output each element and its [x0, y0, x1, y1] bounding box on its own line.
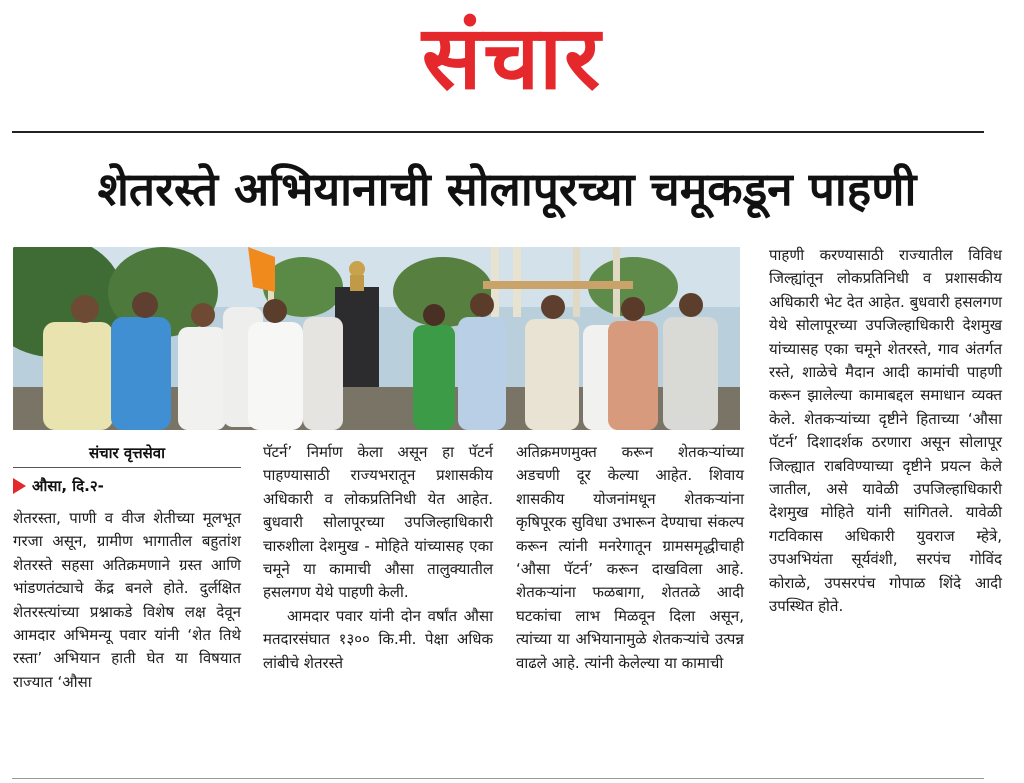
- article-paragraph: अतिक्रमणमुक्त करून शेतकऱ्यांच्या अडचणी दूर केल्या आहेत. शिवाय शासकीय योजनांमधून शेतकऱ्यांना कृषिपूरक सुविधा उभारून देण्याचा संकल्प करून त्यांनी मनरेगातून ग्रामसमृद्धीचाही ‘औसा पॅटर्न’ करून दाखविला आहे. शेतकऱ्यांना फळबागा, शेततळे आदी घटकांचा लाभ मिळवून दिला असून, त्यांच्या या अभियानामुळे शेतकऱ्यांचे उत्पन्न वाढले आहे. त्यांनी केलेल्या या कामाची: [516, 443, 744, 672]
- article-paragraph: आमदार पवार यांनी दोन वर्षांत औसा मतदारसंघात १३०० कि.मी. पेक्षा अधिक लांबीचे शेतरस्ते: [263, 606, 493, 672]
- article-photo: [13, 247, 740, 430]
- article-column-1: [13, 507, 241, 694]
- article-column-4: [769, 244, 1002, 619]
- article-column-2: [263, 441, 493, 675]
- footer-divider: [12, 778, 984, 779]
- article-paragraph: पाहणी करण्यासाठी राज्यातील विविध जिल्ह्यांतून लोकप्रतिनिधी व प्रशासकीय अधिकारी भेट देत आहेत. बुधवारी हसलगण येथे सोलापूरच्या उपजिल्हाधिकारी देशमुख यांच्यासह एका चमूने शेतरस्ते, गाव अंतर्गत रस्ते, शाळेचे मैदान आदी कामांची पाहणी करून झालेल्या कामाबद्दल समाधान व्यक्त केले. शेतकऱ्यांच्या दृष्टीने हिताच्या ‘औसा पॅटर्न’ दिशादर्शक ठरणारा असून सोलापूर जिल्ह्यात राबविण्याच्या दृष्टीने प्रयत्न केले जातील, असे यावेळी उपजिल्हाधिकारी देशमुख मोहिते यांनी सांगितले. यावेळी गटविकास अधिकारी युवराज म्हेत्रे, उपअभियंता सूर्यवंशी, सरपंच गोविंद कोराळे, उपसरपंच गोपाळ शिंदे आदी उपस्थित होते.: [769, 246, 1002, 616]
- dateline: [13, 474, 241, 498]
- article-paragraph: पॅटर्न’ निर्माण केला असून हा पॅटर्न पाहण्यासाठी राज्यभरातून प्रशासकीय अधिकारी व लोकप्रतिनिधी येत आहेत. बुधवारी सोलापूरच्या उपजिल्हाधिकारी चारुशीला देशमुख - मोहिते यांच्यासह एका चमूने या कामाची औसा तालुक्यातील हसलगण येथे पाहणी केली.: [263, 443, 493, 602]
- article-headline: शेतरस्ते अभियानाची सोलापूरच्या चमूकडून पाहणी: [97, 162, 917, 216]
- masthead-divider: [12, 131, 984, 133]
- dateline-text: औसा, दि.२-: [32, 477, 104, 495]
- news-service-credit: संचार वृत्तसेवा: [89, 444, 165, 462]
- masthead-logo: संचार: [421, 6, 603, 109]
- red-triangle-icon: [13, 478, 26, 494]
- byline-divider: [13, 467, 241, 468]
- article-column-3: [516, 441, 744, 675]
- article-paragraph: शेतरस्ता, पाणी व वीज शेतीच्या मूलभूत गरजा असून, ग्रामीण भागातील बहुतांश शेतरस्ते सहसा अतिक्रमणाने ग्रस्त आणि भांडणतंट्याचे केंद्र बनले होते. दुर्लक्षित शेतरस्त्यांच्या प्रश्नाकडे विशेष लक्ष देवून आमदार अभिमन्यू पवार यांनी ‘शेत तिथे रस्ता’ अभियान हाती घेत या विषयात राज्यात ‘औसा: [13, 509, 241, 691]
